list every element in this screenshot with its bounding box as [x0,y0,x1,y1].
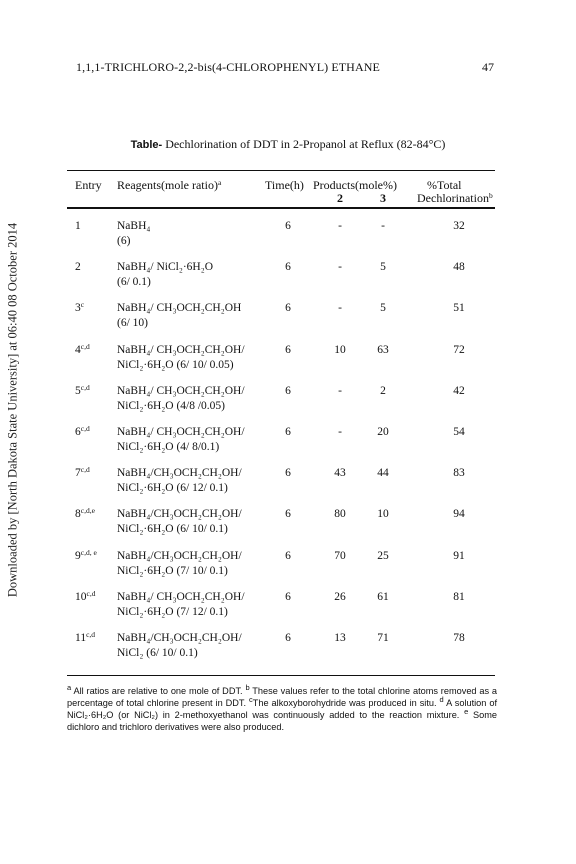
product-2-cell: - [338,384,342,397]
table-caption [0,137,576,152]
table-caption-label: Table- [130,139,163,151]
reagents-line-2: (6/ 0.1) [117,276,151,289]
header-dechlorination-label: Dechlorination [417,191,489,205]
product-2-cell: - [338,261,342,274]
page-number: 47 [482,60,494,74]
entry-cell [75,466,90,481]
header-dechlorination-footnote-mark: b [488,191,493,200]
product-3-cell: 5 [380,302,386,315]
product-3-cell: 2 [380,384,386,397]
reagents-cell [117,590,245,620]
total-dechlorination-cell: 83 [453,467,465,480]
entry-cell [75,590,95,605]
entry-cell [75,384,90,399]
header-reagents-label: Reagents(mole ratio) [117,178,218,192]
header-reagents-footnote-mark: a [217,178,222,187]
reagents-line-2: NiCl₂·6H₂O (7/ 10/ 0.1) [117,564,228,577]
entry-cell [75,507,95,522]
header-product-3: 3 [380,191,386,205]
product-3-cell: 5 [380,261,386,274]
reagents-line-1: NaBH₄/CH₃OCH₂CH₂OH/ [117,508,242,521]
reagents-line-2: (6) [117,235,131,247]
entry-footnote-mark: c,d [80,424,90,433]
entry-footnote-mark: c,d [80,382,90,392]
table-row [0,631,576,675]
footnote-e: Some dichloro and trichloro derivatives were also produced. [67,710,497,732]
entry-number: 4 [75,343,81,356]
time-cell: 6 [285,302,291,315]
entry-number: 9 [75,549,81,562]
product-2-cell: - [338,302,342,315]
reagents-line-1: NaBH₄/ CH₃OCH₂CH₂OH/ [117,426,245,438]
table-row [0,219,576,263]
total-dechlorination-cell: 81 [453,590,465,603]
time-cell: 6 [285,426,291,438]
reagents-cell [117,384,245,414]
reagents-line-1: NaBH₄ [117,220,151,232]
reagents-cell [117,466,242,496]
footnote-a: All ratios are relative to one mole of DDT. [73,686,243,696]
product-3-cell: 63 [377,343,389,356]
entry-number: 7 [75,467,81,480]
product-3-cell: 71 [377,632,389,644]
reagents-line-2: NiCl₂ (6/ 10/ 0.1) [117,647,198,659]
entry-footnote-mark: c,d,e [80,506,95,516]
table-bottom-rule [67,675,495,676]
header-dechlorination [417,192,493,205]
table-row [0,384,576,428]
product-3-cell: 44 [377,467,389,480]
footnote-b: These values refer to the total chlorine atoms removed as a percentage of total chlorine present in DDT. [67,686,497,708]
entry-footnote-mark: c,d, e [80,547,97,557]
entry-footnote-mark: c [80,300,85,310]
footnote-c: The alkoxyborohydride was produced in situ. [252,698,437,708]
time-cell: 6 [285,549,291,562]
entry-number: 2 [75,261,81,274]
product-3-cell: 10 [377,508,389,521]
footnote-d-mark: d [439,695,444,704]
total-dechlorination-cell: 94 [453,508,465,521]
reagents-cell [117,425,245,455]
running-title: 1,1,1-TRICHLORO-2,2-bis(4-CHLOROPHENYL) ETHANE [76,60,380,74]
reagents-line-1: NaBH₄/CH₃OCH₂CH₂OH/ [117,632,242,644]
reagents-line-1: NaBH₄/ CH₃OCH₂CH₂OH/ [117,343,245,356]
entry-number: 11 [75,632,87,644]
time-cell: 6 [285,261,291,274]
table-caption-text: Dechlorination of DDT in 2-Propanol at Reflux (82-84°C) [165,137,446,151]
total-dechlorination-cell: 72 [453,343,465,356]
reagents-line-2: NiCl₂·6H₂O (4/ 8/0.1) [117,441,220,453]
entry-footnote-mark: c,d [86,630,96,639]
entry-cell [75,631,95,646]
reagents-line-1: NaBH₄/ CH₃OCH₂CH₂OH/ [117,590,245,603]
entry-number: 10 [75,590,87,603]
reagents-line-2: NiCl₂·6H₂O (6/ 12/ 0.1) [117,482,228,495]
entry-number: 1 [75,220,81,232]
time-cell: 6 [285,220,291,232]
reagents-line-1: NaBH₄/ NiCl₂·6H₂O [117,261,214,274]
reagents-cell [117,343,245,373]
product-3-cell: - [381,220,385,232]
total-dechlorination-cell: 48 [453,261,465,274]
product-2-cell: 70 [334,549,346,562]
reagents-line-2: (6/ 10) [117,317,148,330]
entry-cell [75,219,81,234]
table-row [0,549,576,593]
footnote-b-mark: b [245,683,250,692]
time-cell: 6 [285,343,291,356]
table-row [0,343,576,387]
reagents-line-2: NiCl₂·6H₂O (6/ 10/ 0.05) [117,358,234,371]
total-dechlorination-cell: 78 [453,632,465,644]
reagents-cell [117,219,150,249]
reagents-line-1: NaBH₄/ CH₃OCH₂CH₂OH [117,302,242,315]
entry-cell [75,343,90,358]
footnote-d: A solution of NiCl₂·6H₂O (or NiCl₂) in 2-methoxyethanol was continuously added to the reaction mixture. [67,698,498,720]
product-2-cell: 26 [334,590,346,603]
reagents-line-1: NaBH₄/CH₃OCH₂CH₂OH/ [117,549,242,562]
reagents-cell [117,507,242,537]
total-dechlorination-cell: 42 [453,384,465,397]
footnote-c-mark: c [249,695,253,704]
product-2-cell: 43 [334,467,346,480]
time-cell: 6 [285,632,291,644]
table-row [0,466,576,510]
reagents-line-1: NaBH₄/CH₃OCH₂CH₂OH/ [117,467,242,480]
product-2-cell: - [338,220,342,232]
time-cell: 6 [285,590,291,603]
entry-footnote-mark: c,d [86,588,96,598]
table-row [0,301,576,345]
total-dechlorination-cell: 51 [453,302,465,315]
time-cell: 6 [285,384,291,397]
product-3-cell: 20 [377,426,389,438]
header-time: Time(h) [265,178,304,192]
reagents-cell [117,301,241,331]
table-row [0,590,576,634]
footnote-e-mark: e [464,707,469,716]
entry-number: 3 [75,302,81,315]
entry-cell [75,549,97,564]
entry-cell [75,301,84,316]
product-2-cell: 10 [334,343,346,356]
reagents-cell [117,549,242,579]
entry-number: 8 [75,508,81,521]
entry-cell [75,260,81,275]
reagents-line-2: NiCl₂·6H₂O (7/ 12/ 0.1) [117,605,228,618]
reagents-line-1: NaBH₄/ CH₃OCH₂CH₂OH/ [117,384,245,397]
total-dechlorination-cell: 32 [453,220,465,232]
reagents-cell [117,631,242,661]
entry-number: 6 [75,426,81,438]
product-2-cell: 13 [334,632,346,644]
reagents-line-2: NiCl₂·6H₂O (6/ 10/ 0.1) [117,523,228,536]
product-3-cell: 25 [377,549,389,562]
total-dechlorination-cell: 91 [453,549,465,562]
total-dechlorination-cell: 54 [453,426,465,438]
download-watermark-text: Downloaded by [North Dakota State University] at 06:40 08 October 2014 [5,222,20,598]
reagents-line-2: NiCl₂·6H₂O (4/8 /0.05) [117,399,225,412]
header-total: %Total [427,178,462,192]
table-row [0,260,576,304]
header-reagents [117,179,221,192]
product-3-cell: 61 [377,590,389,603]
time-cell: 6 [285,467,291,480]
table-header-rule [67,207,495,209]
entry-footnote-mark: c,d [80,465,90,475]
entry-number: 5 [75,384,81,397]
table-row [0,507,576,551]
product-2-cell: 80 [334,508,346,521]
header-products: Products(mole%) [313,178,397,192]
product-2-cell: - [338,426,342,438]
entry-cell [75,425,90,440]
header-entry: Entry [75,178,102,192]
table-top-rule [67,170,495,171]
footnote-a-mark: a [67,683,72,692]
table-row [0,425,576,469]
header-product-2: 2 [337,191,343,205]
reagents-cell [117,260,213,290]
entry-footnote-mark: c,d [80,341,90,351]
table-footnotes [67,685,497,733]
time-cell: 6 [285,508,291,521]
